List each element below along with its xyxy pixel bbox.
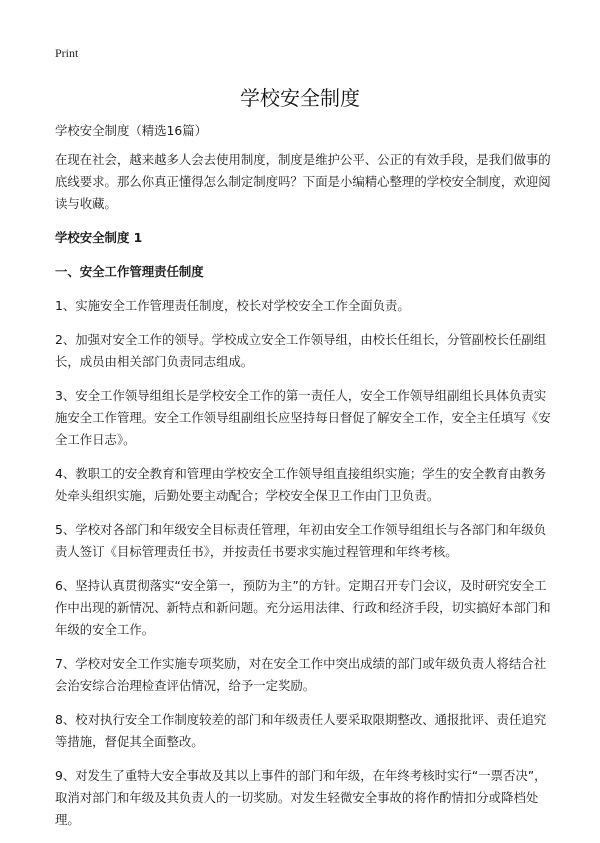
list-item-5: 5、学校对各部门和年级安全目标责任管理，年初由安全工作领导组组长与各部门和年级负责人签订《目标管理责任书》，并按责任书要求实施过程管理和年终考核。 (55, 522, 547, 559)
list-item-9: 9、对发生了重特大安全事故及其以上事件的部门和年级，在年终考核时实行“一票否决”，取消对部门和年级及其负责人的一切奖励。对发生轻微安全事故的将作酌情扣分或降档处理。 (55, 768, 547, 827)
list-item-4: 4、教职工的安全教育和管理由学校安全工作领导组直接组织实施；学生的安全教育由教务处牵头组织实施，后勤处要主动配合；学校安全保卫工作由门卫负责。 (55, 466, 547, 503)
section-heading: 学校安全制度 1 (55, 230, 143, 245)
subsection-heading: 一、安全工作管理责任制度 (55, 264, 204, 279)
list-item-8: 8、校对执行安全工作制度较差的部门和年级责任人要采取限期整改、通报批评、责任追究等措施，督促其全面整改。 (55, 712, 547, 749)
list-item-6: 6、坚持认真贯彻落实“安全第一，预防为主”的方针。定期召开专门会议，及时研究安全工作中出现的新情况、新特点和新问题。充分运用法律、行政和经济手段，切实搞好本部门和年级的安全工作。 (55, 578, 551, 637)
list-item-3: 3、安全工作领导组组长是学校安全工作的第一责任人，安全工作领导组副组长具体负责实施安全工作管理。安全工作领导组副组长应坚持每日督促了解安全工作，安全主任填写《安全工作日志》。 (55, 388, 551, 447)
print-label[interactable]: Print (55, 46, 79, 60)
document-subtitle: 学校安全制度（精选16篇） (55, 123, 208, 138)
list-item-7: 7、学校对安全工作实施专项奖励，对在安全工作中突出成绩的部门或年级负责人将结合社会治安综合治理检查评估情况，给予一定奖励。 (55, 656, 547, 693)
list-item-2: 2、加强对安全工作的领导。学校成立安全工作领导组，由校长任组长，分管副校长任副组长，成员由相关部门负责同志组成。 (55, 332, 547, 369)
page-title: 学校安全制度 (240, 86, 360, 110)
list-item-1: 1、实施安全工作管理责任制度，校长对学校安全工作全面负责。 (55, 298, 410, 313)
intro-paragraph: 在现在社会，越来越多人会去使用制度，制度是维护公平、公正的有效手段，是我们做事的底线要求。那么你真正懂得怎么制定制度吗？下面是小编精心整理的学校安全制度，欢迎阅读与收藏。 (55, 152, 551, 211)
document-body (55, 120, 555, 843)
